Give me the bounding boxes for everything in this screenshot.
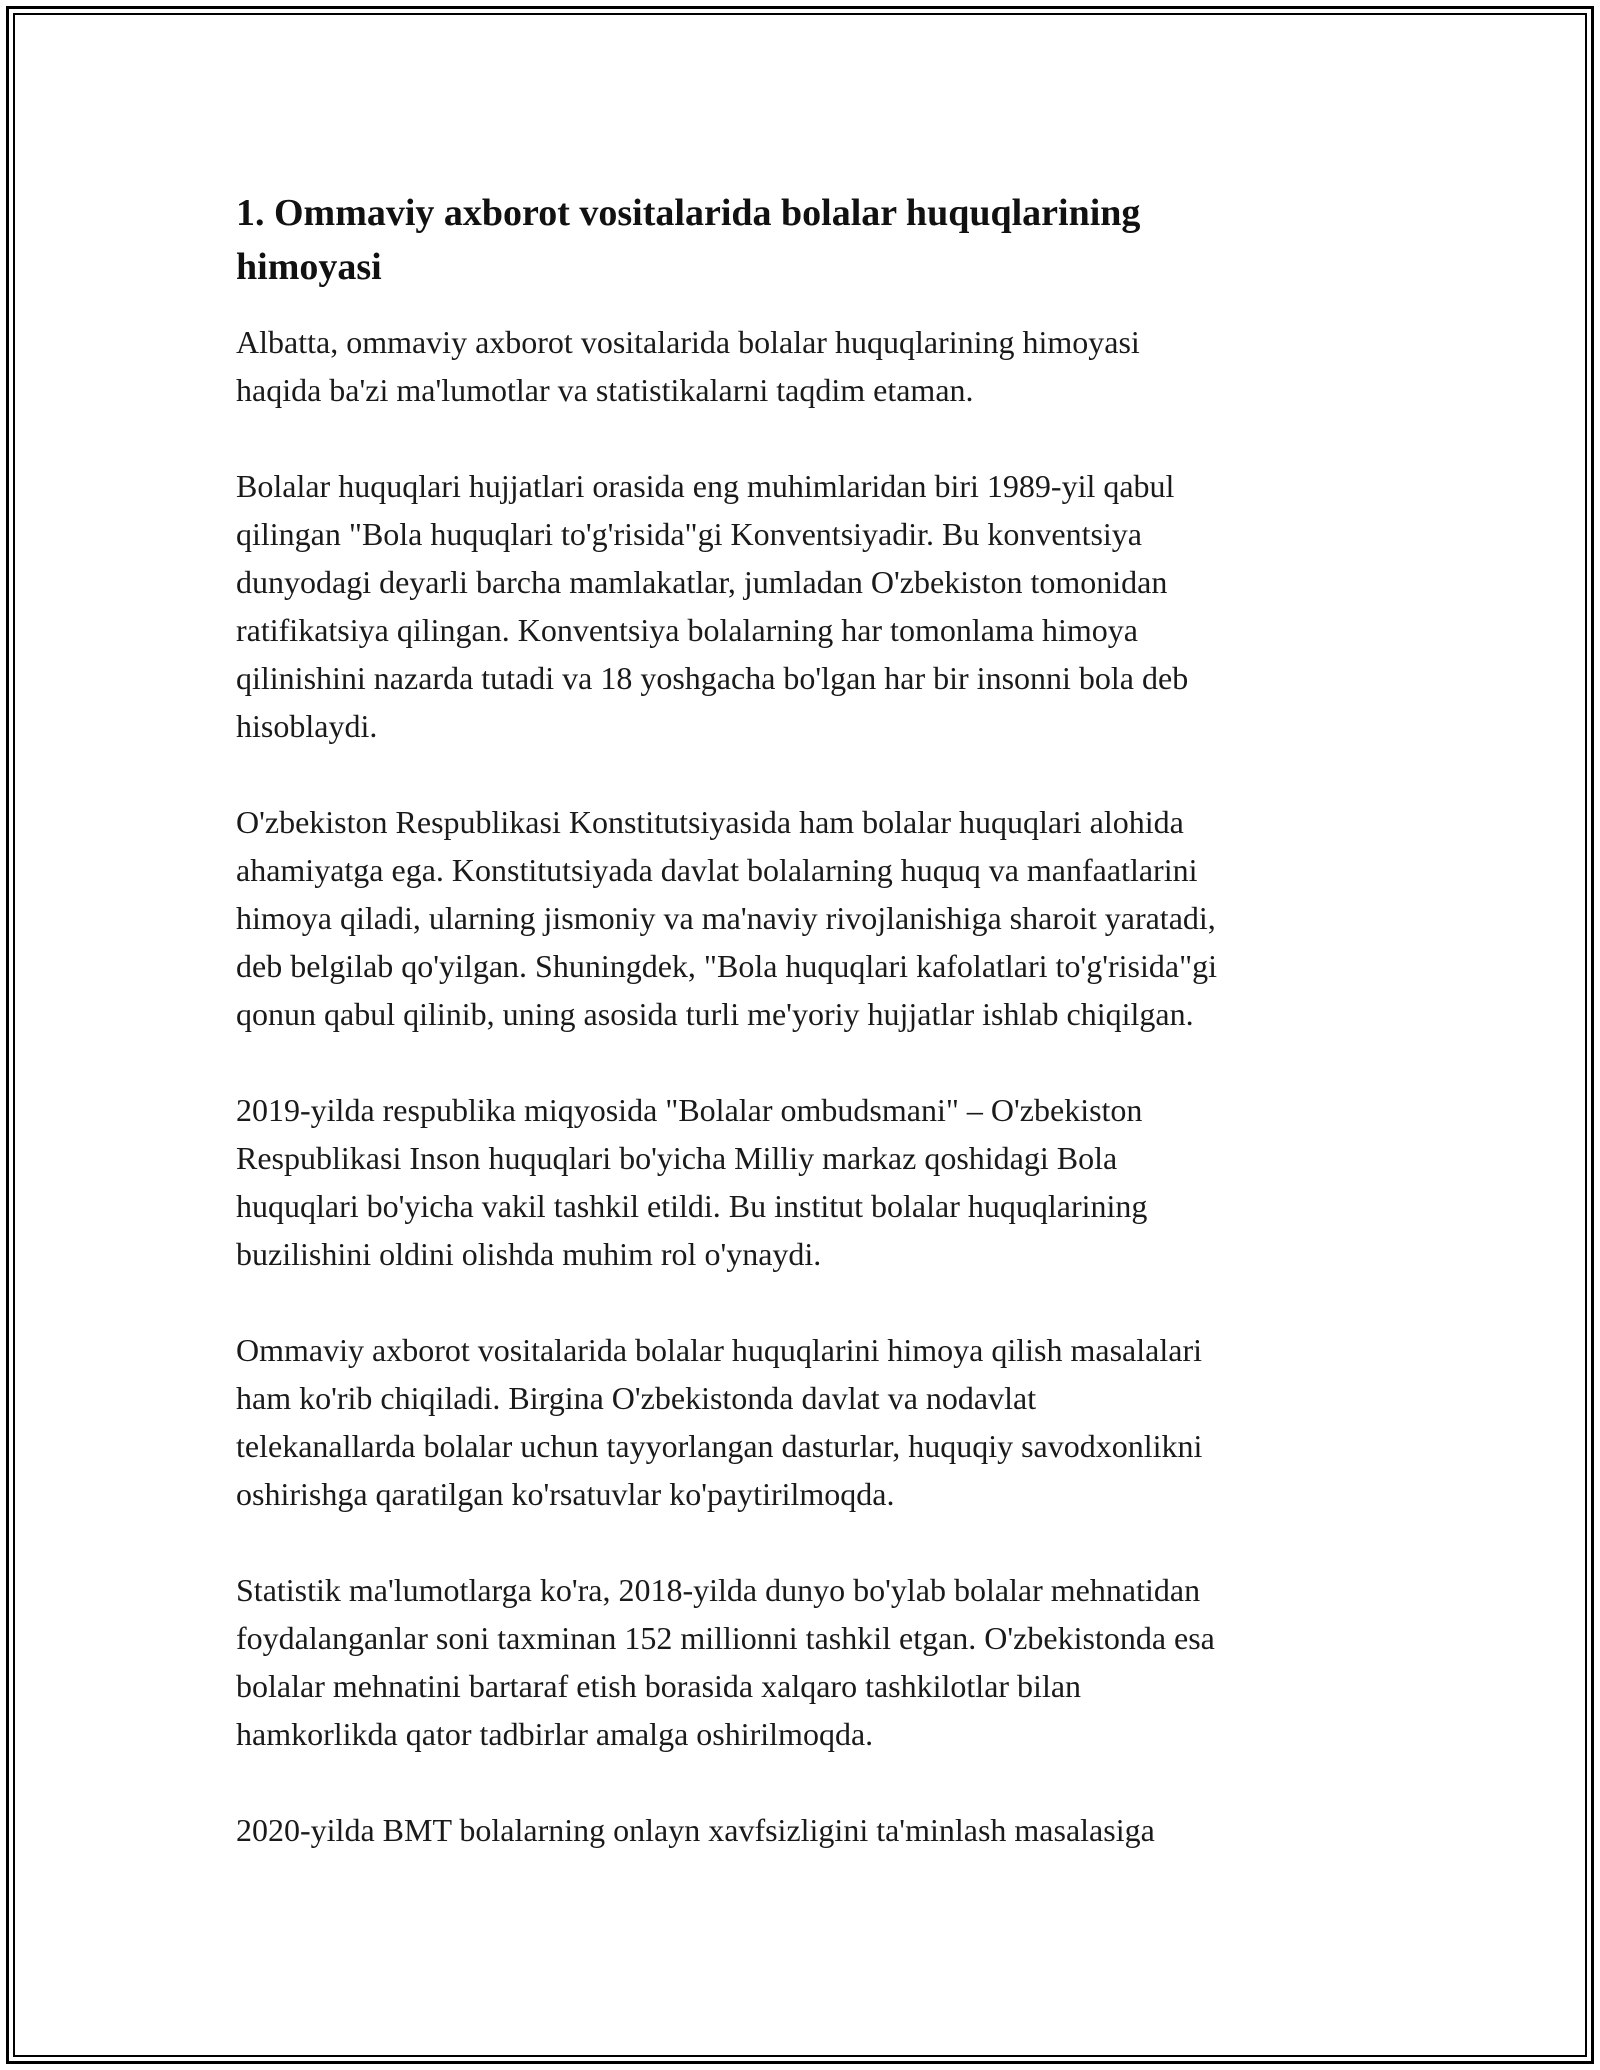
paragraph-un-2020 [236, 1806, 1386, 1854]
text-line: ham ko'rib chiqiladi. Birgina O'zbekistonda davlat va nodavlat [236, 1380, 1037, 1416]
text-line: qonun qabul qilinib, uning asosida turli me'yoriy hujjatlar ishlab chiqilgan. [236, 996, 1194, 1032]
text-line: bolalar mehnatini bartaraf etish borasida xalqaro tashkilotlar bilan [236, 1668, 1082, 1704]
text-line: telekanallarda bolalar uchun tayyorlangan dasturlar, huquqiy savodxonlikni [236, 1428, 1203, 1464]
text-line: O'zbekiston Respublikasi Konstitutsiyasida ham bolalar huquqlari alohida [236, 804, 1184, 840]
paragraph-intro [236, 318, 1386, 414]
text-line: hamkorlikda qator tadbirlar amalga oshirilmoqda. [236, 1716, 874, 1752]
text-line: hisoblaydi. [236, 708, 378, 744]
section-heading [236, 186, 1386, 294]
text-line: Respublikasi Inson huquqlari bo'yicha Milliy markaz qoshidagi Bola [236, 1140, 1118, 1176]
document-body [236, 186, 1386, 1854]
text-line: qilinishini nazarda tutadi va 18 yoshgacha bo'lgan har bir insonni bola deb [236, 660, 1189, 696]
text-line: dunyodagi deyarli barcha mamlakatlar, jumladan O'zbekiston tomonidan [236, 564, 1168, 600]
text-line: 2020-yilda BMT bolalarning onlayn xavfsizligini ta'minlash masalasiga [236, 1812, 1155, 1848]
text-line: himoya qiladi, ularning jismoniy va ma'naviy rivojlanishiga sharoit yaratadi, [236, 900, 1216, 936]
text-line: ratifikatsiya qilingan. Konventsiya bolalarning har tomonlama himoya [236, 612, 1138, 648]
text-line: 2019-yilda respublika miqyosida "Bolalar ombudsmani" – O'zbekiston [236, 1092, 1143, 1128]
paragraph-constitution [236, 798, 1386, 1038]
paragraph-ombudsman [236, 1086, 1386, 1278]
text-line: oshirishga qaratilgan ko'rsatuvlar ko'paytirilmoqda. [236, 1476, 895, 1512]
text-line: foydalanganlar soni taxminan 152 millionni tashkil etgan. O'zbekistonda esa [236, 1620, 1215, 1656]
paragraph-statistics [236, 1566, 1386, 1758]
text-line: deb belgilab qo'yilgan. Shuningdek, "Bola huquqlari kafolatlari to'g'risida"gi [236, 948, 1218, 984]
text-line: qilingan "Bola huquqlari to'g'risida"gi Konventsiyadir. Bu konventsiya [236, 516, 1142, 552]
text-line: buzilishini oldini olishda muhim rol o'ynaydi. [236, 1236, 822, 1272]
heading-line: himoyasi [236, 246, 382, 288]
text-line: haqida ba'zi ma'lumotlar va statistikalarni taqdim etaman. [236, 372, 974, 408]
heading-line: 1. Ommaviy axborot vositalarida bolalar huquqlarining [236, 192, 1141, 234]
text-line: Statistik ma'lumotlarga ko'ra, 2018-yilda dunyo bo'ylab bolalar mehnatidan [236, 1572, 1201, 1608]
text-line: Bolalar huquqlari hujjatlari orasida eng muhimlaridan biri 1989-yil qabul [236, 468, 1175, 504]
text-line: Ommaviy axborot vositalarida bolalar huquqlarini himoya qilish masalalari [236, 1332, 1202, 1368]
text-line: Albatta, ommaviy axborot vositalarida bolalar huquqlarining himoyasi [236, 324, 1140, 360]
text-line: ahamiyatga ega. Konstitutsiyada davlat bolalarning huquq va manfaatlarini [236, 852, 1198, 888]
paragraph-convention [236, 462, 1386, 750]
text-line: huquqlari bo'yicha vakil tashkil etildi. Bu institut bolalar huquqlarining [236, 1188, 1148, 1224]
paragraph-media [236, 1326, 1386, 1518]
